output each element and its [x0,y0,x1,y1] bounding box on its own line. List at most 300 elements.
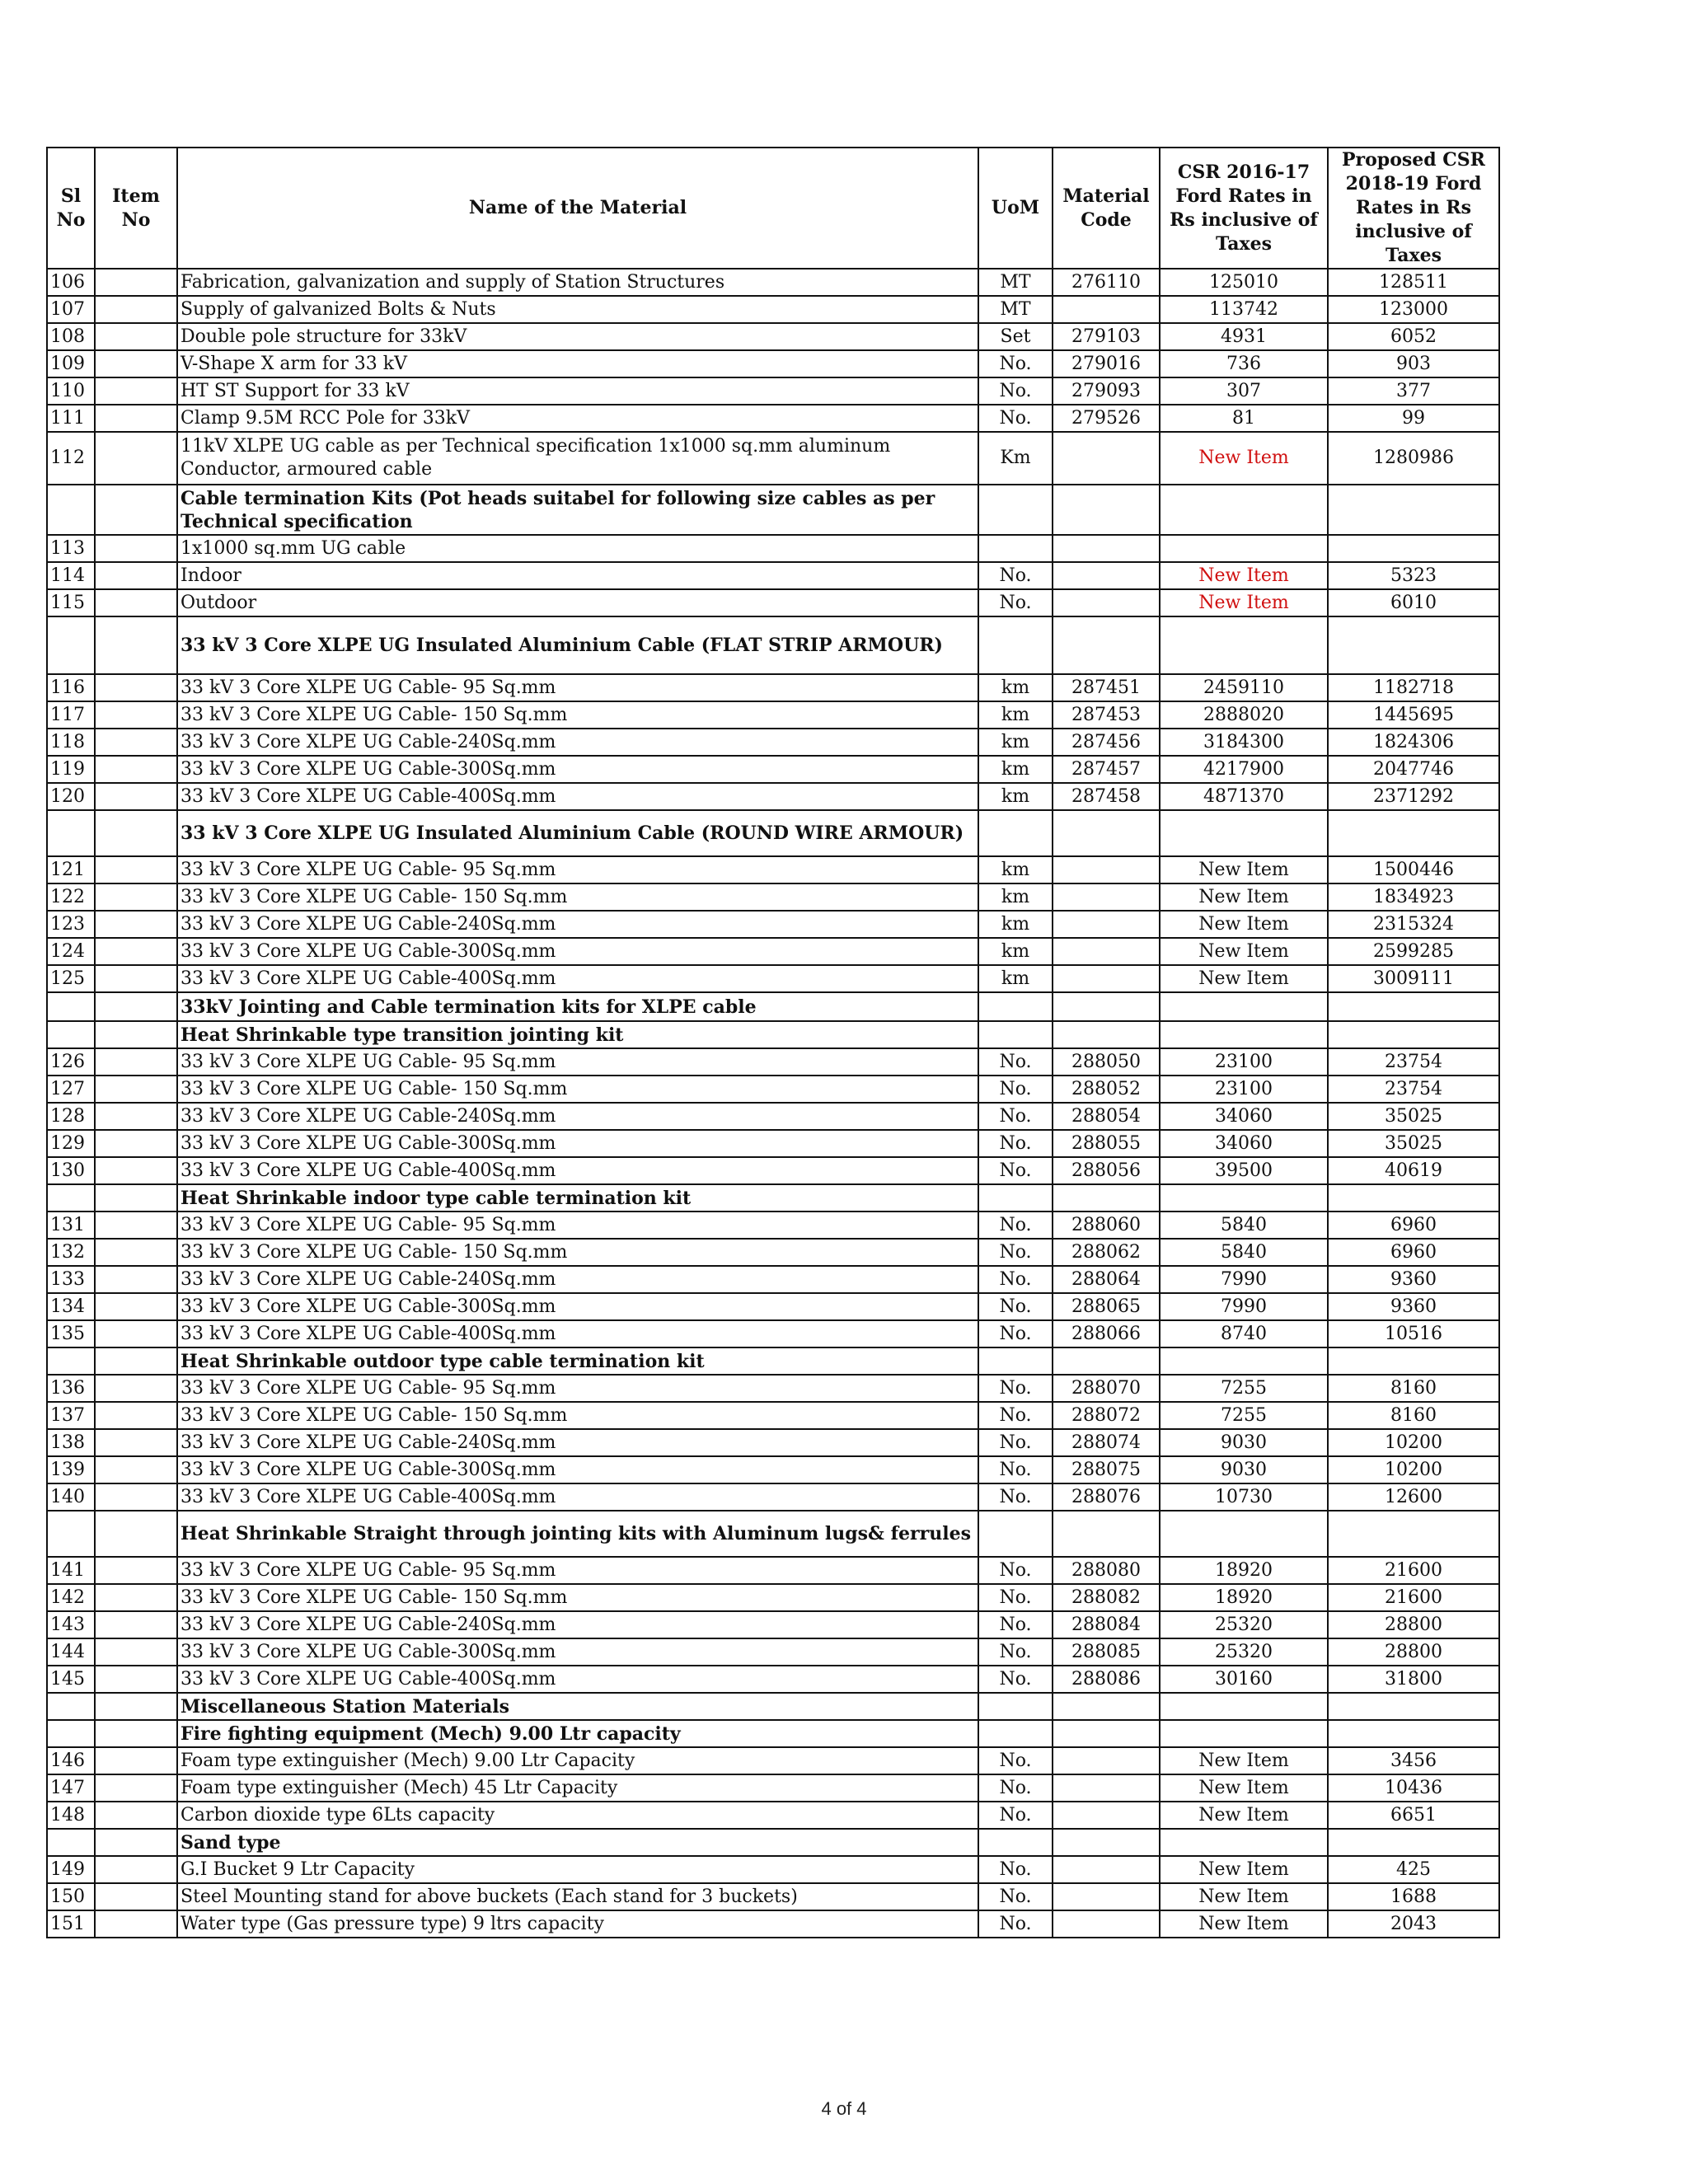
section-row [47,992,1499,1021]
cell-sl-no: 116 [47,674,95,701]
cell-uom: km [978,756,1053,783]
cell-material-code: 288084 [1053,1611,1160,1638]
cell-csr-2016: New Item [1160,965,1328,992]
cell-item-no [95,756,177,783]
cell-csr-2018: 9360 [1328,1266,1499,1293]
cell-material-name: Water type (Gas pressure type) 9 ltrs capacity [177,1910,978,1938]
cell-uom [978,810,1053,856]
section-row [47,1829,1499,1856]
cell-item-no [95,377,177,405]
cell-csr-2018: 10200 [1328,1456,1499,1483]
cell-uom: No. [978,1266,1053,1293]
cell-sl-no: 150 [47,1883,95,1910]
table-row [47,1802,1499,1829]
cell-csr-2018: 9360 [1328,1293,1499,1320]
cell-material-code: 288062 [1053,1239,1160,1266]
cell-csr-2018: 10436 [1328,1774,1499,1802]
cell-csr-2018: 99 [1328,405,1499,432]
cell-csr-2018: 23754 [1328,1076,1499,1103]
cell-csr-2016 [1160,1184,1328,1212]
cell-sl-no [47,485,95,535]
cell-sl-no [47,616,95,674]
table-row [47,1883,1499,1910]
cell-uom [978,535,1053,562]
table-row [47,701,1499,729]
cell-sl-no: 138 [47,1429,95,1456]
cell-uom: No. [978,1802,1053,1829]
cell-material-name: 11kV XLPE UG cable as per Technical specification 1x1000 sq.mm aluminum Conductor, armoured cable [177,432,978,485]
cell-material-name: 33 kV 3 Core XLPE UG Cable-300Sq.mm [177,1293,978,1320]
cell-material-code [1053,992,1160,1021]
cell-material-code: 288054 [1053,1103,1160,1130]
table-row [47,1212,1499,1239]
cell-csr-2018: 6010 [1328,589,1499,616]
cell-csr-2016: New Item [1160,1802,1328,1829]
table-row [47,856,1499,883]
cell-item-no [95,1130,177,1157]
table-row [47,1747,1499,1774]
cell-sl-no: 151 [47,1910,95,1938]
cell-uom: km [978,938,1053,965]
cell-csr-2018: 1280986 [1328,432,1499,485]
cell-sl-no: 112 [47,432,95,485]
cell-item-no [95,1320,177,1347]
cell-material-name: Foam type extinguisher (Mech) 45 Ltr Capacity [177,1774,978,1802]
cell-csr-2018 [1328,1347,1499,1375]
cell-material-code: 287453 [1053,701,1160,729]
cell-csr-2016: 34060 [1160,1130,1328,1157]
cell-uom: No. [978,589,1053,616]
cell-uom: No. [978,1747,1053,1774]
cell-sl-no [47,810,95,856]
cell-csr-2018 [1328,1829,1499,1856]
cell-material-code: 288055 [1053,1130,1160,1157]
cell-uom: No. [978,1293,1053,1320]
cell-material-name: 33 kV 3 Core XLPE UG Cable- 95 Sq.mm [177,1375,978,1402]
cell-uom: km [978,856,1053,883]
cell-sl-no: 127 [47,1076,95,1103]
cell-material-code: 287451 [1053,674,1160,701]
cell-material-code: 279526 [1053,405,1160,432]
table-row [47,405,1499,432]
cell-csr-2016: 25320 [1160,1638,1328,1666]
table-row [47,562,1499,589]
cell-uom [978,992,1053,1021]
table-row [47,1483,1499,1511]
cell-sl-no: 108 [47,323,95,350]
cell-csr-2018: 1688 [1328,1883,1499,1910]
cell-csr-2016 [1160,616,1328,674]
cell-uom [978,616,1053,674]
cell-material-code: 279103 [1053,323,1160,350]
cell-material-code [1053,1693,1160,1720]
cell-item-no [95,1239,177,1266]
cell-material-code [1053,485,1160,535]
cell-csr-2016 [1160,1693,1328,1720]
cell-sl-no: 137 [47,1402,95,1429]
cell-material-code: 288076 [1053,1483,1160,1511]
cell-item-no [95,1611,177,1638]
table-row [47,1584,1499,1611]
cell-material-name: 33 kV 3 Core XLPE UG Cable-400Sq.mm [177,965,978,992]
table-row [47,1320,1499,1347]
cell-csr-2016 [1160,535,1328,562]
cell-csr-2016: 81 [1160,405,1328,432]
cell-material-name: Foam type extinguisher (Mech) 9.00 Ltr Capacity [177,1747,978,1774]
cell-csr-2016: 3184300 [1160,729,1328,756]
cell-csr-2016: 7990 [1160,1293,1328,1320]
cell-sl-no: 118 [47,729,95,756]
cell-sl-no [47,1021,95,1048]
table-row [47,756,1499,783]
cell-item-no [95,562,177,589]
cell-uom: No. [978,1557,1053,1584]
cell-item-no [95,535,177,562]
cell-csr-2016: 736 [1160,350,1328,377]
table-row [47,729,1499,756]
cell-material-name: Sand type [177,1829,978,1856]
cell-uom [978,1511,1053,1557]
table-row [47,1638,1499,1666]
cell-material-code [1053,1720,1160,1747]
header-csr-2018: Proposed CSR 2018-19 Ford Rates in Rs inclusive of Taxes [1328,148,1499,269]
section-row [47,485,1499,535]
cell-csr-2018 [1328,1720,1499,1747]
cell-material-code: 288056 [1053,1157,1160,1184]
cell-csr-2016: 9030 [1160,1429,1328,1456]
cell-sl-no [47,1511,95,1557]
cell-uom: No. [978,1076,1053,1103]
cell-material-name: 33 kV 3 Core XLPE UG Cable- 95 Sq.mm [177,1212,978,1239]
cell-material-name: 33 kV 3 Core XLPE UG Cable- 150 Sq.mm [177,1402,978,1429]
cell-csr-2016: 10730 [1160,1483,1328,1511]
cell-item-no [95,1693,177,1720]
cell-sl-no: 139 [47,1456,95,1483]
cell-sl-no: 106 [47,269,95,296]
cell-csr-2016: New Item [1160,938,1328,965]
cell-material-code [1053,965,1160,992]
cell-uom [978,485,1053,535]
cell-csr-2018: 1834923 [1328,883,1499,911]
table-row [47,911,1499,938]
cell-sl-no: 135 [47,1320,95,1347]
cell-uom: No. [978,1103,1053,1130]
cell-csr-2018 [1328,1693,1499,1720]
table-row [47,350,1499,377]
cell-material-name: 33 kV 3 Core XLPE UG Cable-240Sq.mm [177,1103,978,1130]
cell-material-name: 33 kV 3 Core XLPE UG Cable-400Sq.mm [177,1320,978,1347]
cell-item-no [95,296,177,323]
cell-uom: No. [978,1910,1053,1938]
cell-csr-2018: 21600 [1328,1557,1499,1584]
cell-material-code [1053,589,1160,616]
cell-material-code [1053,296,1160,323]
cell-uom [978,1347,1053,1375]
cell-material-name: 33 kV 3 Core XLPE UG Cable-400Sq.mm [177,1157,978,1184]
cell-item-no [95,938,177,965]
cell-sl-no: 122 [47,883,95,911]
cell-csr-2016: 4871370 [1160,783,1328,810]
cell-uom: No. [978,1048,1053,1076]
cell-csr-2018 [1328,1021,1499,1048]
cell-material-code [1053,535,1160,562]
cell-material-name: 33 kV 3 Core XLPE UG Cable-240Sq.mm [177,911,978,938]
cell-material-code: 288080 [1053,1557,1160,1584]
table-row [47,1076,1499,1103]
cell-uom: No. [978,1402,1053,1429]
cell-csr-2016: 4931 [1160,323,1328,350]
cell-csr-2018: 10516 [1328,1320,1499,1347]
cell-material-code [1053,1883,1160,1910]
cell-csr-2016: 23100 [1160,1076,1328,1103]
cell-item-no [95,1666,177,1693]
section-row [47,1021,1499,1048]
cell-material-name: HT ST Support for 33 kV [177,377,978,405]
cell-csr-2016: New Item [1160,856,1328,883]
cell-csr-2018: 6651 [1328,1802,1499,1829]
cell-uom: No. [978,1130,1053,1157]
cell-csr-2018: 8160 [1328,1402,1499,1429]
cell-material-code [1053,911,1160,938]
cell-item-no [95,1375,177,1402]
cell-csr-2018: 12600 [1328,1483,1499,1511]
cell-sl-no: 148 [47,1802,95,1829]
cell-uom: No. [978,1375,1053,1402]
cell-material-code: 287456 [1053,729,1160,756]
table-row [47,1611,1499,1638]
cell-material-code: 288075 [1053,1456,1160,1483]
cell-csr-2018: 2599285 [1328,938,1499,965]
cell-uom: No. [978,1774,1053,1802]
cell-csr-2016: 34060 [1160,1103,1328,1130]
table-row [47,1157,1499,1184]
cell-material-code: 288082 [1053,1584,1160,1611]
section-row [47,1720,1499,1747]
cell-item-no [95,1402,177,1429]
cell-material-name: Heat Shrinkable indoor type cable termination kit [177,1184,978,1212]
cell-item-no [95,405,177,432]
cell-sl-no [47,1693,95,1720]
cell-sl-no [47,1347,95,1375]
cell-material-name: 33 kV 3 Core XLPE UG Cable-300Sq.mm [177,1130,978,1157]
cell-csr-2018: 35025 [1328,1103,1499,1130]
table-row [47,938,1499,965]
cell-item-no [95,783,177,810]
cell-sl-no: 129 [47,1130,95,1157]
cell-material-name: Clamp 9.5M RCC Pole for 33kV [177,405,978,432]
cell-item-no [95,1157,177,1184]
cell-uom: MT [978,269,1053,296]
cell-item-no [95,1774,177,1802]
cell-sl-no [47,1720,95,1747]
cell-sl-no: 144 [47,1638,95,1666]
cell-uom: MT [978,296,1053,323]
cell-csr-2018: 1500446 [1328,856,1499,883]
cell-material-name: Heat Shrinkable type transition jointing kit [177,1021,978,1048]
table-row [47,1130,1499,1157]
cell-sl-no: 111 [47,405,95,432]
cell-material-code [1053,1347,1160,1375]
cell-material-name: 33 kV 3 Core XLPE UG Insulated Aluminium Cable (FLAT STRIP ARMOUR) [177,616,978,674]
cell-csr-2016: 7255 [1160,1375,1328,1402]
cell-csr-2016: 4217900 [1160,756,1328,783]
cell-csr-2018: 1445695 [1328,701,1499,729]
cell-csr-2018: 903 [1328,350,1499,377]
table-row [47,1239,1499,1266]
cell-item-no [95,674,177,701]
cell-item-no [95,1638,177,1666]
cell-material-code [1053,1774,1160,1802]
cell-uom [978,1021,1053,1048]
cell-material-name: 33 kV 3 Core XLPE UG Cable-240Sq.mm [177,1429,978,1456]
cell-material-code: 288052 [1053,1076,1160,1103]
table-row [47,1666,1499,1693]
cell-csr-2016 [1160,485,1328,535]
cell-sl-no: 124 [47,938,95,965]
section-row [47,1693,1499,1720]
cell-item-no [95,1856,177,1883]
cell-csr-2016: New Item [1160,911,1328,938]
cell-sl-no: 147 [47,1774,95,1802]
header-sl-no: Sl No [47,148,95,269]
cell-csr-2018: 377 [1328,377,1499,405]
cell-material-code [1053,1910,1160,1938]
cell-sl-no: 115 [47,589,95,616]
cell-csr-2016: 25320 [1160,1611,1328,1638]
cell-sl-no [47,992,95,1021]
cell-material-name: 33 kV 3 Core XLPE UG Cable-240Sq.mm [177,1266,978,1293]
cell-item-no [95,1021,177,1048]
cell-uom: Set [978,323,1053,350]
cell-sl-no: 121 [47,856,95,883]
header-item-no: Item No [95,148,177,269]
cell-material-code [1053,938,1160,965]
cell-csr-2018: 23754 [1328,1048,1499,1076]
cell-item-no [95,1747,177,1774]
table-row [47,1266,1499,1293]
cell-item-no [95,1483,177,1511]
cell-material-name: 33 kV 3 Core XLPE UG Cable-400Sq.mm [177,1666,978,1693]
cell-item-no [95,1212,177,1239]
cell-uom: km [978,729,1053,756]
cell-sl-no: 145 [47,1666,95,1693]
cell-csr-2018 [1328,1184,1499,1212]
cell-sl-no: 117 [47,701,95,729]
table-row [47,377,1499,405]
cell-item-no [95,1184,177,1212]
cell-item-no [95,1720,177,1747]
cell-csr-2016: 113742 [1160,296,1328,323]
cell-csr-2016 [1160,1829,1328,1856]
cell-item-no [95,1584,177,1611]
cell-uom: No. [978,1611,1053,1638]
cell-item-no [95,589,177,616]
cell-material-code: 288060 [1053,1212,1160,1239]
cell-sl-no: 130 [47,1157,95,1184]
cell-uom: No. [978,1584,1053,1611]
cell-uom: No. [978,1429,1053,1456]
cell-material-code [1053,1511,1160,1557]
cell-material-code: 279016 [1053,350,1160,377]
cell-material-name: 1x1000 sq.mm UG cable [177,535,978,562]
cell-csr-2018: 6052 [1328,323,1499,350]
cell-csr-2016: New Item [1160,1747,1328,1774]
cell-sl-no: 142 [47,1584,95,1611]
table-row [47,296,1499,323]
cell-sl-no: 110 [47,377,95,405]
cell-material-code [1053,1829,1160,1856]
cell-sl-no: 113 [47,535,95,562]
cell-sl-no [47,1829,95,1856]
cell-csr-2018: 21600 [1328,1584,1499,1611]
cell-csr-2016: 9030 [1160,1456,1328,1483]
cell-sl-no: 120 [47,783,95,810]
cell-sl-no: 140 [47,1483,95,1511]
cell-material-name: G.I Bucket 9 Ltr Capacity [177,1856,978,1883]
cell-material-name: Heat Shrinkable outdoor type cable termination kit [177,1347,978,1375]
cell-csr-2016: New Item [1160,432,1328,485]
cell-sl-no: 107 [47,296,95,323]
table-row [47,1048,1499,1076]
cell-item-no [95,1266,177,1293]
cell-csr-2018 [1328,616,1499,674]
cell-csr-2018 [1328,992,1499,1021]
cell-csr-2018: 6960 [1328,1239,1499,1266]
cell-material-code [1053,1184,1160,1212]
cell-csr-2018: 28800 [1328,1638,1499,1666]
cell-csr-2018 [1328,810,1499,856]
cell-material-name: 33 kV 3 Core XLPE UG Cable- 95 Sq.mm [177,1557,978,1584]
cell-csr-2018: 10200 [1328,1429,1499,1456]
cell-item-no [95,729,177,756]
table-row [47,323,1499,350]
cell-material-code: 288070 [1053,1375,1160,1402]
cell-sl-no: 131 [47,1212,95,1239]
cell-item-no [95,432,177,485]
cell-material-name: Supply of galvanized Bolts & Nuts [177,296,978,323]
cell-material-code [1053,562,1160,589]
cell-csr-2016: 7990 [1160,1266,1328,1293]
cell-material-code [1053,810,1160,856]
cell-csr-2016: 8740 [1160,1320,1328,1347]
cell-uom: No. [978,1212,1053,1239]
cell-material-name: 33 kV 3 Core XLPE UG Cable- 95 Sq.mm [177,674,978,701]
cell-sl-no: 136 [47,1375,95,1402]
cell-item-no [95,323,177,350]
cell-uom: No. [978,1456,1053,1483]
cell-csr-2016: 30160 [1160,1666,1328,1693]
cell-item-no [95,810,177,856]
table-row [47,1375,1499,1402]
cell-material-name: Miscellaneous Station Materials [177,1693,978,1720]
cell-material-code [1053,856,1160,883]
table-row [47,535,1499,562]
cell-material-name: 33 kV 3 Core XLPE UG Cable- 150 Sq.mm [177,883,978,911]
cell-csr-2016: 18920 [1160,1557,1328,1584]
cell-uom: km [978,883,1053,911]
section-row [47,1184,1499,1212]
cell-csr-2018: 2047746 [1328,756,1499,783]
cell-csr-2016: New Item [1160,562,1328,589]
header-name: Name of the Material [177,148,978,269]
cell-item-no [95,911,177,938]
section-row [47,1511,1499,1557]
cell-csr-2016: 5840 [1160,1239,1328,1266]
table-row [47,1402,1499,1429]
table-row [47,1103,1499,1130]
cell-csr-2018: 123000 [1328,296,1499,323]
cell-material-code: 288074 [1053,1429,1160,1456]
